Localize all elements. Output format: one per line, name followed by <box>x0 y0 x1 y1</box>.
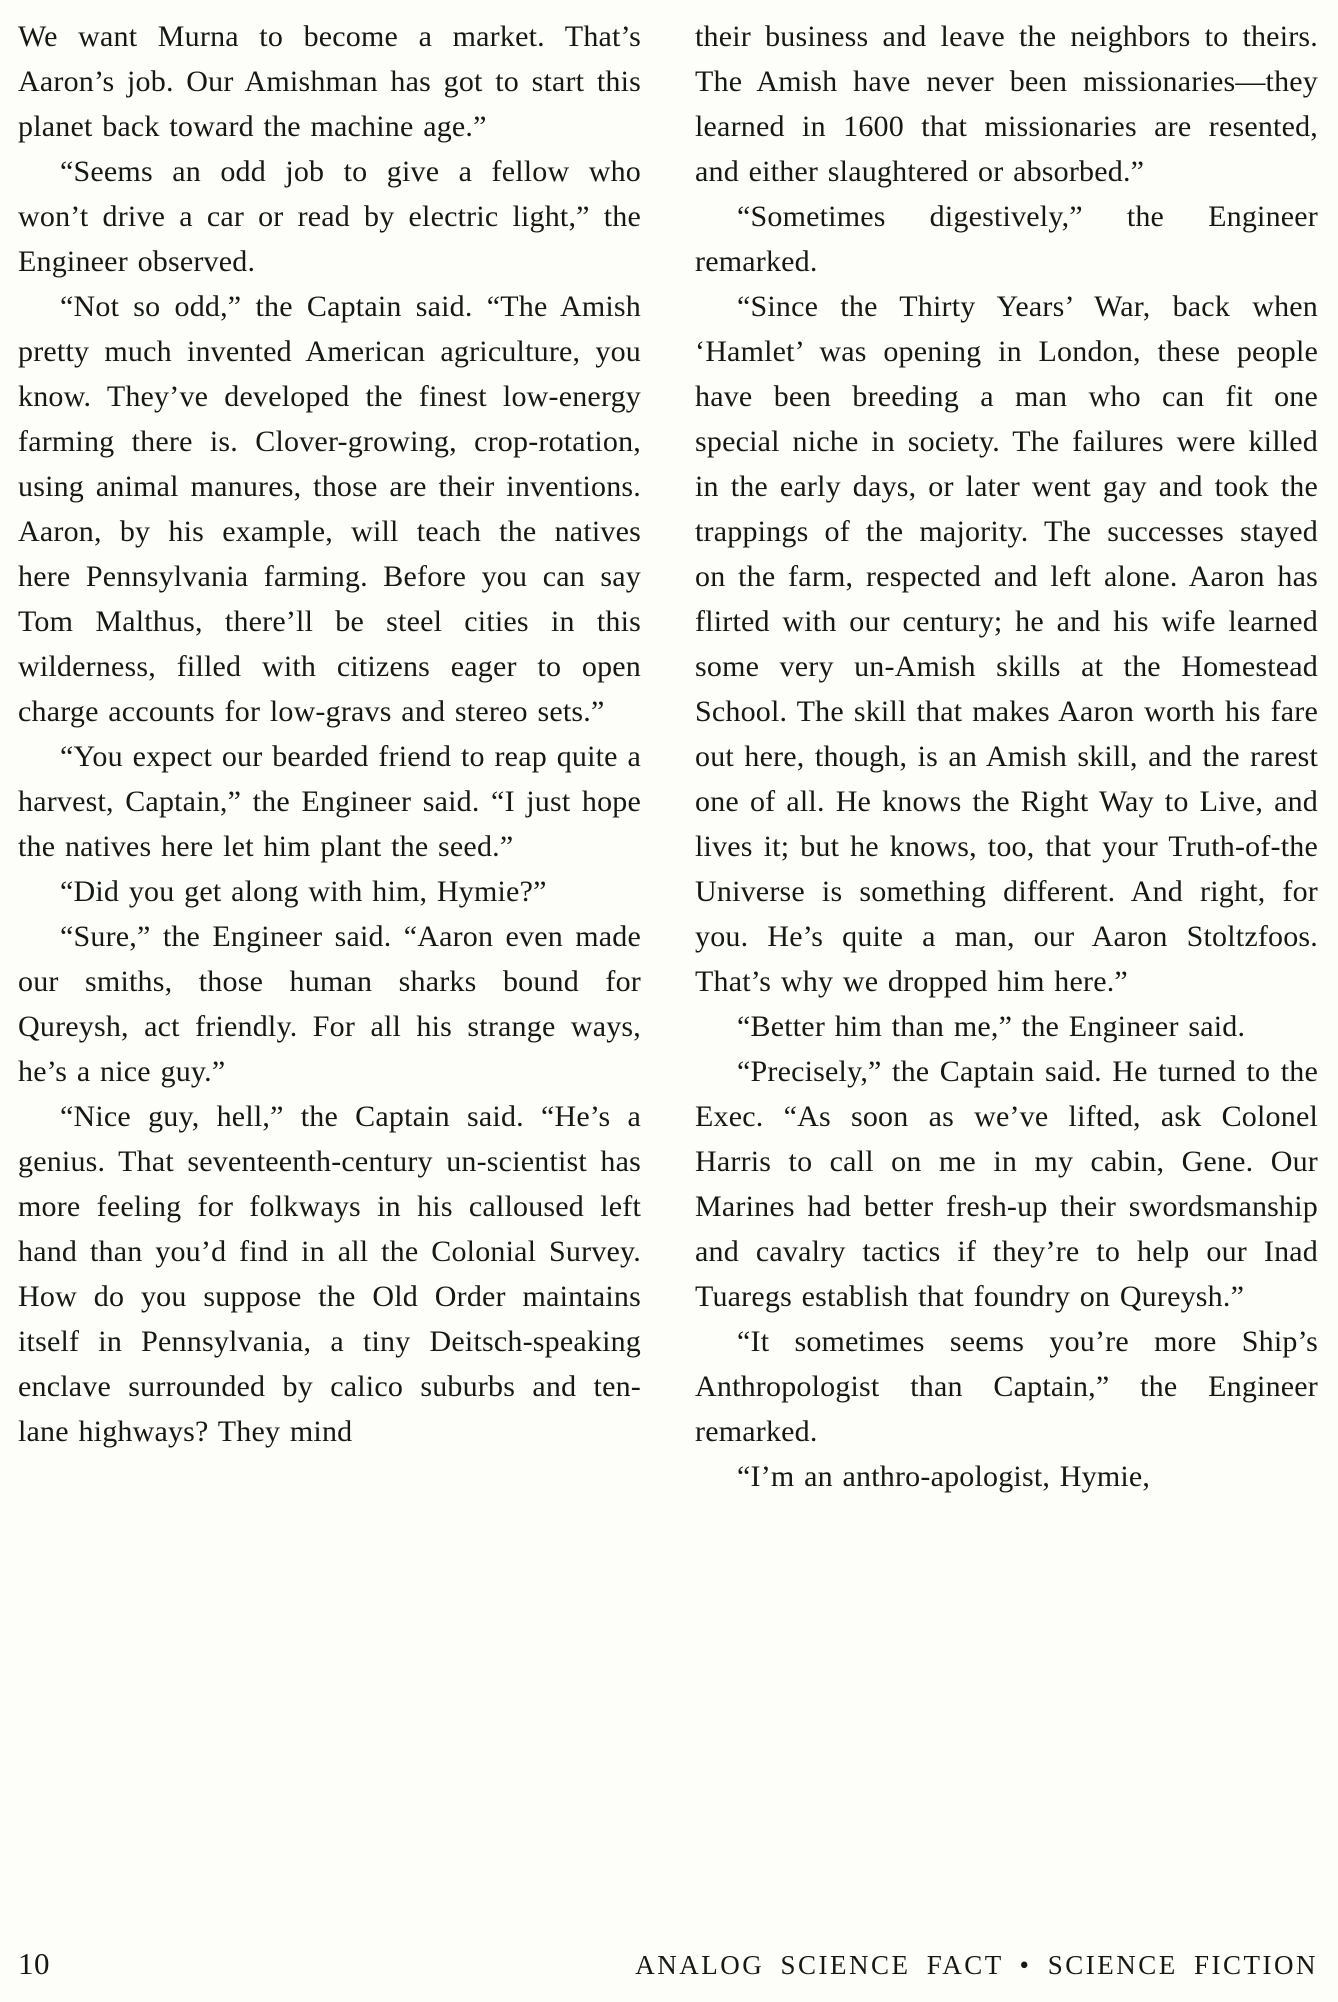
paragraph: “You expect our bearded friend to reap quite a harvest, Captain,” the Engineer said. “I just hope the natives here let him plant the seed.” <box>18 740 641 863</box>
page-footer <box>18 1946 1318 1982</box>
paragraph: “Since the Thirty Years’ War, back when ‘Hamlet’ was opening in London, these people have been breeding a man who can fit one special niche in society. The failures were killed in the early days, or later went gay and took the trappings of the majority. The successes stayed on the farm, respected and left alone. Aaron has flirted with our century; he and his wife learned some very un-Amish skills at the Homestead School. The skill that makes Aaron worth his fare out here, though, is an Amish skill, and the rarest one of all. He knows the Right Way to Live, and lives it; but he knows, too, that your Truth-of-the Universe is something different. And right, for you. He’s quite a man, our Aaron Stoltzfoos. That’s why we dropped him here.” <box>695 290 1318 998</box>
paragraph: We want Murna to become a market. That’s Aaron’s job. Our Amishman has got to start this planet back toward the machine age.” <box>18 20 641 143</box>
paragraph: “I’m an anthro-apologist, Hymie, <box>737 1460 1151 1493</box>
page-number: 10 <box>18 1946 50 1981</box>
paragraph: “Better him than me,” the Engineer said. <box>737 1010 1246 1043</box>
paragraph: “Seems an odd job to give a fellow who won’t drive a car or read by electric light,” the Engineer observed. <box>18 155 641 278</box>
paragraph: “Nice guy, hell,” the Captain said. “He’s a genius. That seventeenth-century un-scientist has more feeling for folkways in his calloused left hand than you’d find in all the Colonial Survey. How do you suppose the Old Order maintains itself in Pennsylvania, a tiny Deitsch-speaking enclave surrounded by calico suburbs and ten-lane highways? They mind <box>18 1100 641 1448</box>
paragraph: “Not so odd,” the Captain said. “The Amish pretty much invented American agriculture, you know. They’ve developed the finest low-energy farming there is. Clover-growing, crop-rotation, using animal manures, those are their inventions. Aaron, by his example, will teach the natives here Pennsylvania farming. Before you can say Tom Malthus, there’ll be steel cities in this wilderness, filled with citizens eager to open charge accounts for low-gravs and stereo sets.” <box>18 290 641 728</box>
paragraph: “Did you get along with him, Hymie?” <box>60 875 547 908</box>
two-column-text-block <box>18 14 1318 1499</box>
paragraph: “Precisely,” the Captain said. He turned to the Exec. “As soon as we’ve lifted, ask Colonel Harris to call on me in my cabin, Gene. Our Marines had better fresh-up their swordsmanship and cavalry tactics if they’re to help our Inad Tuaregs establish that foundry on Qureysh.” <box>695 1055 1318 1313</box>
left-column <box>18 14 641 1499</box>
paragraph: “It sometimes seems you’re more Ship’s Anthropologist than Captain,” the Engineer remarked. <box>695 1325 1318 1448</box>
journal-title: ANALOG SCIENCE FACT • SCIENCE FICTION <box>635 1950 1318 1980</box>
paragraph: “Sure,” the Engineer said. “Aaron even made our smiths, those human sharks bound for Qureysh, act friendly. For all his strange ways, he’s a nice guy.” <box>18 920 641 1088</box>
right-column <box>695 14 1318 1499</box>
paragraph: their business and leave the neighbors to theirs. The Amish have never been missionaries—they learned in 1600 that missionaries are resented, and either slaughtered or absorbed.” <box>695 20 1318 188</box>
paragraph: “Sometimes digestively,” the Engineer remarked. <box>695 200 1318 278</box>
